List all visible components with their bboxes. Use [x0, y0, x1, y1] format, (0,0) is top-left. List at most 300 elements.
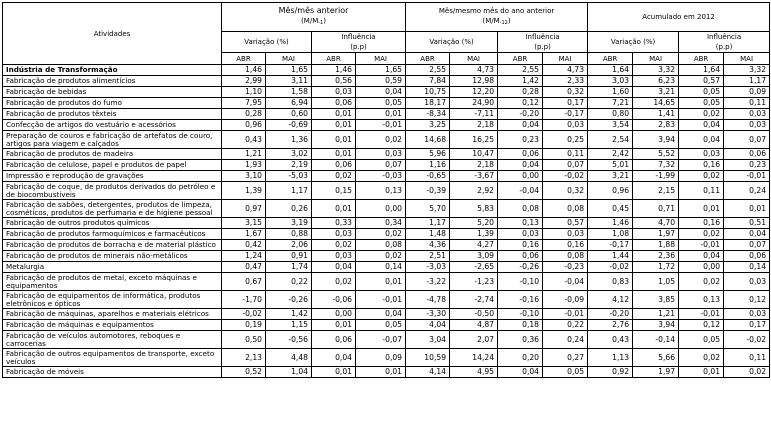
value-cell: 0,20 — [498, 349, 543, 367]
value-cell: 12,98 — [450, 76, 498, 87]
value-cell: 2,54 — [588, 131, 633, 149]
value-cell: 0,11 — [679, 182, 724, 200]
value-cell: 10,47 — [450, 149, 498, 160]
activity-label: Fabricação de produtos de borracha e de material plástico — [3, 240, 222, 251]
value-cell: 0,03 — [543, 120, 588, 131]
month-header: MAI — [356, 53, 406, 65]
value-cell: 7,84 — [406, 76, 450, 87]
value-cell: 1,17 — [724, 76, 770, 87]
value-cell: 0,19 — [222, 320, 266, 331]
table-body — [3, 65, 770, 378]
value-cell: 4,14 — [406, 367, 450, 378]
table-row — [3, 291, 770, 309]
value-cell: 12,20 — [450, 87, 498, 98]
value-cell: 0,02 — [312, 273, 356, 291]
value-cell: 1,64 — [588, 65, 633, 76]
value-cell: 0,04 — [724, 229, 770, 240]
value-cell: 0,16 — [498, 240, 543, 251]
value-cell: 0,02 — [679, 349, 724, 367]
influence-header: Influência (p.p) — [498, 32, 588, 53]
value-cell: 2,18 — [450, 120, 498, 131]
value-cell: 2,51 — [406, 251, 450, 262]
value-cell: -1,99 — [633, 171, 679, 182]
value-cell: 0,91 — [266, 251, 312, 262]
value-cell: 1,39 — [450, 229, 498, 240]
value-cell: -5,03 — [266, 171, 312, 182]
month-header: MAI — [633, 53, 679, 65]
value-cell: -0,07 — [356, 331, 406, 349]
value-cell: 0,71 — [633, 200, 679, 218]
group-header-accumulated: Acumulado em 2012 — [588, 3, 770, 32]
value-cell: 0,02 — [312, 171, 356, 182]
activity-label: Fabricação de produtos farmoquímicos e farmacêuticos — [3, 229, 222, 240]
value-cell: 0,05 — [679, 331, 724, 349]
value-cell: 0,02 — [679, 171, 724, 182]
month-header: MAI — [450, 53, 498, 65]
activity-label: Confecção de artigos do vestuário e acessórios — [3, 120, 222, 131]
value-cell: 0,04 — [312, 349, 356, 367]
value-cell: 0,08 — [498, 200, 543, 218]
value-cell: -0,03 — [356, 171, 406, 182]
value-cell: 0,14 — [724, 262, 770, 273]
industry-table — [2, 2, 770, 378]
table-row — [3, 309, 770, 320]
value-cell: 3,09 — [450, 251, 498, 262]
value-cell: 0,23 — [498, 131, 543, 149]
value-cell: 2,42 — [588, 149, 633, 160]
value-cell: 0,05 — [679, 98, 724, 109]
value-cell: 0,05 — [679, 87, 724, 98]
value-cell: -1,23 — [450, 273, 498, 291]
value-cell: 0,04 — [312, 262, 356, 273]
value-cell: 0,17 — [724, 320, 770, 331]
activity-label: Fabricação de celulose, papel e produtos de papel — [3, 160, 222, 171]
activity-label: Fabricação de móveis — [3, 367, 222, 378]
activity-label: Fabricação de outros produtos químicos — [3, 218, 222, 229]
value-cell: 3,21 — [588, 171, 633, 182]
value-cell: -0,10 — [498, 309, 543, 320]
value-cell: 0,03 — [679, 149, 724, 160]
month-header: MAI — [724, 53, 770, 65]
value-cell: 0,03 — [724, 273, 770, 291]
value-cell: 0,01 — [679, 367, 724, 378]
value-cell: 0,09 — [356, 349, 406, 367]
variation-header: Variação (%) — [588, 32, 679, 53]
table-row — [3, 65, 770, 76]
table-row — [3, 251, 770, 262]
value-cell: 1,67 — [222, 229, 266, 240]
value-cell: 1,10 — [222, 87, 266, 98]
month-header: MAI — [266, 53, 312, 65]
value-cell: 0,06 — [498, 149, 543, 160]
value-cell: 0,22 — [543, 320, 588, 331]
activity-label: Fabricação de bebidas — [3, 87, 222, 98]
activity-label: Fabricação de coque, de produtos derivados do petróleo e de biocombustíveis — [3, 182, 222, 200]
value-cell: 0,07 — [356, 160, 406, 171]
value-cell: 0,60 — [266, 109, 312, 120]
activity-label: Fabricação de sabões, detergentes, produtos de limpeza, cosméticos, produtos de perfumaria e de higiene pessoal — [3, 200, 222, 218]
value-cell: 1,97 — [633, 367, 679, 378]
value-cell: 7,21 — [588, 98, 633, 109]
value-cell: 0,08 — [543, 251, 588, 262]
value-cell: 1,21 — [222, 149, 266, 160]
value-cell: 1,08 — [588, 229, 633, 240]
value-cell: 1,42 — [498, 76, 543, 87]
value-cell: 1,58 — [266, 87, 312, 98]
value-cell: 10,75 — [406, 87, 450, 98]
group-header-month-prev — [222, 3, 406, 32]
value-cell: 0,50 — [222, 331, 266, 349]
value-cell: 2,15 — [633, 182, 679, 200]
value-cell: 0,01 — [679, 200, 724, 218]
value-cell: 1,46 — [588, 218, 633, 229]
activity-label: Metalurgia — [3, 262, 222, 273]
value-cell: 1,72 — [633, 262, 679, 273]
value-cell: 2,18 — [450, 160, 498, 171]
value-cell: -0,56 — [266, 331, 312, 349]
value-cell: -0,20 — [588, 309, 633, 320]
value-cell: 0,96 — [222, 120, 266, 131]
activity-label: Fabricação de equipamentos de informática, produtos eletrônicos e ópticos — [3, 291, 222, 309]
value-cell: 0,03 — [724, 309, 770, 320]
month-header: ABR — [498, 53, 543, 65]
value-cell: 0,32 — [543, 182, 588, 200]
value-cell: 3,54 — [588, 120, 633, 131]
value-cell: 4,87 — [450, 320, 498, 331]
value-cell: 0,03 — [312, 87, 356, 98]
activity-label: Fabricação de produtos alimentícios — [3, 76, 222, 87]
value-cell: 0,06 — [312, 160, 356, 171]
value-cell: 0,02 — [679, 109, 724, 120]
table-row — [3, 240, 770, 251]
value-cell: -0,20 — [498, 109, 543, 120]
value-cell: 0,03 — [724, 120, 770, 131]
value-cell: 0,25 — [543, 131, 588, 149]
value-cell: 1,48 — [406, 229, 450, 240]
value-cell: 1,44 — [588, 251, 633, 262]
value-cell: 2,07 — [450, 331, 498, 349]
month-header: MAI — [543, 53, 588, 65]
value-cell: 1,64 — [679, 65, 724, 76]
value-cell: 14,24 — [450, 349, 498, 367]
variation-header: Variação (%) — [406, 32, 498, 53]
table-row — [3, 171, 770, 182]
value-cell: 14,68 — [406, 131, 450, 149]
value-cell: 3,10 — [222, 171, 266, 182]
value-cell: 4,73 — [543, 65, 588, 76]
value-cell: 1,13 — [588, 349, 633, 367]
value-cell: 0,03 — [312, 251, 356, 262]
value-cell: 0,42 — [222, 240, 266, 251]
value-cell: 1,65 — [356, 65, 406, 76]
value-cell: 4,04 — [406, 320, 450, 331]
value-cell: 1,74 — [266, 262, 312, 273]
value-cell: 5,83 — [450, 200, 498, 218]
value-cell: 4,73 — [450, 65, 498, 76]
table-row — [3, 218, 770, 229]
value-cell: 0,06 — [724, 251, 770, 262]
value-cell: 3,11 — [266, 76, 312, 87]
value-cell: 3,94 — [633, 131, 679, 149]
value-cell: 0,05 — [543, 367, 588, 378]
value-cell: -3,22 — [406, 273, 450, 291]
value-cell: 2,36 — [633, 251, 679, 262]
value-cell: 0,97 — [222, 200, 266, 218]
value-cell: 0,00 — [356, 200, 406, 218]
value-cell: 2,19 — [266, 160, 312, 171]
value-cell: -2,74 — [450, 291, 498, 309]
value-cell: 0,01 — [312, 320, 356, 331]
activity-label: Fabricação de veículos automotores, reboques e carrocerias — [3, 331, 222, 349]
value-cell: 0,02 — [356, 251, 406, 262]
value-cell: 0,01 — [312, 367, 356, 378]
value-cell: 0,07 — [724, 131, 770, 149]
value-cell: 0,45 — [588, 200, 633, 218]
table-row — [3, 331, 770, 349]
table-row — [3, 273, 770, 291]
value-cell: 4,95 — [450, 367, 498, 378]
table-row — [3, 131, 770, 149]
value-cell: 0,05 — [356, 98, 406, 109]
value-cell: 0,04 — [356, 309, 406, 320]
table-row — [3, 229, 770, 240]
value-cell: 0,83 — [588, 273, 633, 291]
value-cell: 0,07 — [724, 240, 770, 251]
table-row — [3, 349, 770, 367]
value-cell: 0,57 — [543, 218, 588, 229]
value-cell: 0,03 — [498, 229, 543, 240]
value-cell: 0,18 — [498, 320, 543, 331]
value-cell: 1,39 — [222, 182, 266, 200]
table-row — [3, 76, 770, 87]
influence-header: Influência (p.p) — [679, 32, 770, 53]
value-cell: 0,01 — [356, 109, 406, 120]
table-row — [3, 367, 770, 378]
value-cell: 0,06 — [724, 149, 770, 160]
value-cell: 0,24 — [543, 331, 588, 349]
value-cell: -0,01 — [724, 171, 770, 182]
value-cell: 2,92 — [450, 182, 498, 200]
value-cell: 0,80 — [588, 109, 633, 120]
value-cell: 0,03 — [356, 149, 406, 160]
value-cell: -0,01 — [543, 309, 588, 320]
value-cell: 0,06 — [498, 251, 543, 262]
value-cell: -0,09 — [543, 291, 588, 309]
value-cell: 0,01 — [312, 149, 356, 160]
value-cell: 0,47 — [222, 262, 266, 273]
value-cell: -0,01 — [679, 240, 724, 251]
value-cell: 0,16 — [543, 240, 588, 251]
value-cell: 1,21 — [633, 309, 679, 320]
value-cell: 0,11 — [724, 349, 770, 367]
value-cell: 0,00 — [312, 309, 356, 320]
activity-label: Fabricação de máquinas, aparelhos e materiais elétricos — [3, 309, 222, 320]
table-row — [3, 87, 770, 98]
value-cell: 0,00 — [498, 171, 543, 182]
value-cell: 0,02 — [356, 131, 406, 149]
value-cell: 1,16 — [406, 160, 450, 171]
value-cell: 0,12 — [498, 98, 543, 109]
value-cell: 1,46 — [312, 65, 356, 76]
value-cell: 4,12 — [588, 291, 633, 309]
month-header: ABR — [312, 53, 356, 65]
value-cell: 0,59 — [356, 76, 406, 87]
value-cell: 18,17 — [406, 98, 450, 109]
table-row — [3, 320, 770, 331]
value-cell: 0,04 — [679, 251, 724, 262]
value-cell: -2,65 — [450, 262, 498, 273]
value-cell: -0,17 — [588, 240, 633, 251]
value-cell: 0,34 — [356, 218, 406, 229]
activity-label: Fabricação de produtos de metal, exceto máquinas e equipamentos — [3, 273, 222, 291]
value-cell: 0,11 — [543, 149, 588, 160]
value-cell: 1,97 — [633, 229, 679, 240]
value-cell: 6,23 — [633, 76, 679, 87]
value-cell: 0,02 — [724, 367, 770, 378]
variation-header: Variação (%) — [222, 32, 312, 53]
value-cell: 0,23 — [724, 160, 770, 171]
value-cell: 0,22 — [266, 273, 312, 291]
value-cell: 0,08 — [543, 200, 588, 218]
value-cell: 1,42 — [266, 309, 312, 320]
activity-label: Impressão e reprodução de gravações — [3, 171, 222, 182]
value-cell: 0,28 — [498, 87, 543, 98]
value-cell: 0,02 — [312, 240, 356, 251]
value-cell: -4,78 — [406, 291, 450, 309]
value-cell: 5,96 — [406, 149, 450, 160]
value-cell: 2,33 — [543, 76, 588, 87]
value-cell: 2,06 — [266, 240, 312, 251]
value-cell: -0,01 — [679, 309, 724, 320]
value-cell: 0,01 — [312, 120, 356, 131]
value-cell: -1,70 — [222, 291, 266, 309]
value-cell: 0,00 — [679, 262, 724, 273]
value-cell: 0,07 — [543, 160, 588, 171]
value-cell: 0,01 — [356, 273, 406, 291]
value-cell: 0,01 — [312, 131, 356, 149]
value-cell: 2,83 — [633, 120, 679, 131]
value-cell: -0,17 — [543, 109, 588, 120]
activity-label: Fabricação de máquinas e equipamentos — [3, 320, 222, 331]
value-cell: -7,11 — [450, 109, 498, 120]
value-cell: 3,15 — [222, 218, 266, 229]
value-cell: 0,04 — [498, 120, 543, 131]
value-cell: 3,25 — [406, 120, 450, 131]
value-cell: 5,20 — [450, 218, 498, 229]
table-row — [3, 182, 770, 200]
group-header-month-year — [406, 3, 588, 32]
value-cell: 1,17 — [266, 182, 312, 200]
value-cell: 24,90 — [450, 98, 498, 109]
value-cell: 0,16 — [679, 218, 724, 229]
value-cell: 0,04 — [356, 87, 406, 98]
value-cell: -3,30 — [406, 309, 450, 320]
value-cell: 0,17 — [543, 98, 588, 109]
value-cell: -0,02 — [724, 331, 770, 349]
value-cell: 10,59 — [406, 349, 450, 367]
value-cell: 4,48 — [266, 349, 312, 367]
value-cell: 0,13 — [356, 182, 406, 200]
value-cell: 14,65 — [633, 98, 679, 109]
value-cell: -0,26 — [498, 262, 543, 273]
group-title: Mês/mês anterior — [278, 6, 349, 15]
table-row — [3, 160, 770, 171]
value-cell: 0,09 — [724, 87, 770, 98]
value-cell: 5,01 — [588, 160, 633, 171]
value-cell: 0,03 — [724, 109, 770, 120]
value-cell: 0,33 — [312, 218, 356, 229]
activity-label: Fabricação de outros equipamentos de transporte, exceto veículos — [3, 349, 222, 367]
value-cell: 0,27 — [543, 349, 588, 367]
value-cell: 0,14 — [356, 262, 406, 273]
value-cell: 0,32 — [543, 87, 588, 98]
value-cell: -0,06 — [312, 291, 356, 309]
value-cell: 1,05 — [633, 273, 679, 291]
value-cell: 0,01 — [356, 367, 406, 378]
value-cell: -0,50 — [450, 309, 498, 320]
value-cell: 2,55 — [498, 65, 543, 76]
table-row — [3, 120, 770, 131]
value-cell: 0,57 — [679, 76, 724, 87]
value-cell: 0,04 — [679, 131, 724, 149]
value-cell: 0,15 — [312, 182, 356, 200]
value-cell: 3,94 — [633, 320, 679, 331]
value-cell: -0,16 — [498, 291, 543, 309]
value-cell: 0,02 — [679, 273, 724, 291]
activity-label: Fabricação de produtos de madeira — [3, 149, 222, 160]
value-cell: -0,10 — [498, 273, 543, 291]
value-cell: 4,27 — [450, 240, 498, 251]
value-cell: 0,03 — [543, 229, 588, 240]
activity-label: Preparação de couros e fabricação de artefatos de couro, artigos para viagem e calçados — [3, 131, 222, 149]
value-cell: 0,04 — [679, 120, 724, 131]
value-cell: 3,85 — [633, 291, 679, 309]
value-cell: -0,02 — [543, 171, 588, 182]
value-cell: 5,70 — [406, 200, 450, 218]
activities-header: Atividades — [3, 3, 222, 65]
value-cell: 0,43 — [222, 131, 266, 149]
value-cell: 0,01 — [312, 200, 356, 218]
value-cell: 0,06 — [312, 98, 356, 109]
value-cell: 0,13 — [498, 218, 543, 229]
value-cell: 1,15 — [266, 320, 312, 331]
value-cell: 1,36 — [266, 131, 312, 149]
group-subtitle: $(M/M_{-12})$ — [482, 17, 511, 26]
value-cell: 1,41 — [633, 109, 679, 120]
value-cell: 5,66 — [633, 349, 679, 367]
value-cell: 0,67 — [222, 273, 266, 291]
activity-label: Indústria de Transformação — [3, 65, 222, 76]
value-cell: 2,55 — [406, 65, 450, 76]
value-cell: -3,03 — [406, 262, 450, 273]
table-row — [3, 109, 770, 120]
value-cell: 7,95 — [222, 98, 266, 109]
value-cell: 3,32 — [724, 65, 770, 76]
value-cell: 3,03 — [588, 76, 633, 87]
activity-label: Fabricação de produtos do fumo — [3, 98, 222, 109]
value-cell: 4,36 — [406, 240, 450, 251]
value-cell: 4,70 — [633, 218, 679, 229]
month-header: ABR — [588, 53, 633, 65]
value-cell: 0,12 — [724, 291, 770, 309]
value-cell: 1,88 — [633, 240, 679, 251]
value-cell: 2,13 — [222, 349, 266, 367]
value-cell: 0,28 — [222, 109, 266, 120]
value-cell: 0,04 — [498, 367, 543, 378]
value-cell: -0,02 — [588, 262, 633, 273]
table-row — [3, 98, 770, 109]
value-cell: -0,65 — [406, 171, 450, 182]
